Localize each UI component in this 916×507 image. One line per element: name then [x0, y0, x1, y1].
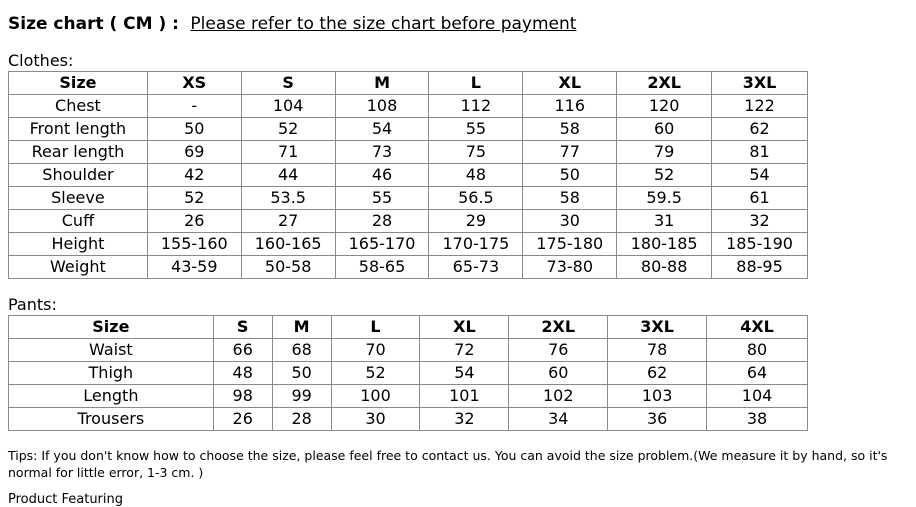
table-cell: 108 — [335, 95, 429, 118]
product-featuring-heading: Product Featuring — [8, 492, 124, 507]
table-cell: 46 — [335, 164, 429, 187]
column-header: Size — [9, 316, 214, 339]
table-cell: 175-180 — [523, 233, 617, 256]
table-cell: 120 — [617, 95, 712, 118]
row-label-cell: Front length — [9, 118, 148, 141]
tips-text: Tips: If you don't know how to choose the size, please feel free to contact us. You can avoid the size problem.(We measure it by hand, so it's normal for little error, 1-3 cm. ) — [8, 448, 888, 480]
table-cell: 53.5 — [241, 187, 335, 210]
table-cell: 155-160 — [147, 233, 241, 256]
row-label-cell: Chest — [9, 95, 148, 118]
clothes-section-label: Clothes: — [8, 51, 74, 70]
table-cell: 185-190 — [712, 233, 808, 256]
table-cell: 81 — [712, 141, 808, 164]
table-cell: 165-170 — [335, 233, 429, 256]
table-cell: 31 — [617, 210, 712, 233]
table-cell: 65-73 — [429, 256, 523, 279]
table-cell: 88-95 — [712, 256, 808, 279]
row-label-cell: Height — [9, 233, 148, 256]
table-row — [9, 164, 808, 187]
table-cell: 50 — [523, 164, 617, 187]
table-cell: 50 — [272, 362, 331, 385]
page-title: Size chart ( CM ) : — [8, 14, 179, 34]
table-cell: 70 — [331, 339, 420, 362]
table-cell: 38 — [707, 408, 808, 431]
table-cell: 43-59 — [147, 256, 241, 279]
table-cell: 54 — [335, 118, 429, 141]
column-header: XL — [523, 72, 617, 95]
table-cell: 112 — [429, 95, 523, 118]
table-cell: 60 — [509, 362, 608, 385]
table-cell: 48 — [213, 362, 272, 385]
table-header-row — [9, 72, 808, 95]
size-chart-header — [8, 14, 576, 34]
row-label-cell: Cuff — [9, 210, 148, 233]
table-cell: 71 — [241, 141, 335, 164]
table-row — [9, 408, 808, 431]
table-cell: 32 — [420, 408, 509, 431]
table-cell: 61 — [712, 187, 808, 210]
column-header: M — [335, 72, 429, 95]
column-header: XL — [420, 316, 509, 339]
table-row — [9, 95, 808, 118]
clothes-size-table — [8, 71, 808, 279]
table-row — [9, 362, 808, 385]
pants-size-table — [8, 315, 808, 431]
column-header: M — [272, 316, 331, 339]
table-cell: 52 — [241, 118, 335, 141]
row-label-cell: Thigh — [9, 362, 214, 385]
table-cell: 50-58 — [241, 256, 335, 279]
column-header: S — [213, 316, 272, 339]
table-cell: 100 — [331, 385, 420, 408]
table-row — [9, 118, 808, 141]
table-cell: 79 — [617, 141, 712, 164]
table-cell: 64 — [707, 362, 808, 385]
table-cell: 52 — [147, 187, 241, 210]
table-cell: 26 — [147, 210, 241, 233]
table-cell: 98 — [213, 385, 272, 408]
table-cell: 75 — [429, 141, 523, 164]
table-cell: 42 — [147, 164, 241, 187]
table-cell: 54 — [712, 164, 808, 187]
table-cell: 62 — [608, 362, 707, 385]
table-cell: 34 — [509, 408, 608, 431]
table-cell: 36 — [608, 408, 707, 431]
table-cell: 180-185 — [617, 233, 712, 256]
table-cell: 30 — [331, 408, 420, 431]
table-cell: 29 — [429, 210, 523, 233]
table-row — [9, 187, 808, 210]
table-cell: 62 — [712, 118, 808, 141]
table-cell: 116 — [523, 95, 617, 118]
column-header: Size — [9, 72, 148, 95]
row-label-cell: Shoulder — [9, 164, 148, 187]
table-cell: 102 — [509, 385, 608, 408]
table-cell: - — [147, 95, 241, 118]
table-cell: 55 — [335, 187, 429, 210]
table-cell: 68 — [272, 339, 331, 362]
table-cell: 69 — [147, 141, 241, 164]
row-label-cell: Rear length — [9, 141, 148, 164]
table-cell: 99 — [272, 385, 331, 408]
column-header: XS — [147, 72, 241, 95]
table-cell: 44 — [241, 164, 335, 187]
table-header-row — [9, 316, 808, 339]
table-cell: 101 — [420, 385, 509, 408]
row-label-cell: Sleeve — [9, 187, 148, 210]
table-cell: 78 — [608, 339, 707, 362]
row-label-cell: Trousers — [9, 408, 214, 431]
table-cell: 52 — [617, 164, 712, 187]
column-header: 3XL — [712, 72, 808, 95]
table-cell: 73-80 — [523, 256, 617, 279]
table-cell: 103 — [608, 385, 707, 408]
table-cell: 26 — [213, 408, 272, 431]
row-label-cell: Waist — [9, 339, 214, 362]
size-chart-note: Please refer to the size chart before payment — [190, 14, 577, 34]
table-cell: 30 — [523, 210, 617, 233]
table-cell: 170-175 — [429, 233, 523, 256]
table-row — [9, 141, 808, 164]
table-cell: 80 — [707, 339, 808, 362]
table-cell: 32 — [712, 210, 808, 233]
table-cell: 66 — [213, 339, 272, 362]
table-cell: 54 — [420, 362, 509, 385]
table-cell: 77 — [523, 141, 617, 164]
column-header: L — [429, 72, 523, 95]
table-row — [9, 210, 808, 233]
table-cell: 76 — [509, 339, 608, 362]
column-header: L — [331, 316, 420, 339]
table-row — [9, 339, 808, 362]
table-cell: 58 — [523, 118, 617, 141]
table-cell: 80-88 — [617, 256, 712, 279]
column-header: S — [241, 72, 335, 95]
table-cell: 50 — [147, 118, 241, 141]
row-label-cell: Weight — [9, 256, 148, 279]
table-cell: 104 — [707, 385, 808, 408]
table-cell: 160-165 — [241, 233, 335, 256]
column-header: 4XL — [707, 316, 808, 339]
table-cell: 48 — [429, 164, 523, 187]
table-cell: 56.5 — [429, 187, 523, 210]
column-header: 2XL — [617, 72, 712, 95]
table-cell: 52 — [331, 362, 420, 385]
table-row — [9, 385, 808, 408]
table-cell: 72 — [420, 339, 509, 362]
table-cell: 104 — [241, 95, 335, 118]
row-label-cell: Length — [9, 385, 214, 408]
column-header: 3XL — [608, 316, 707, 339]
table-cell: 28 — [272, 408, 331, 431]
table-cell: 27 — [241, 210, 335, 233]
table-cell: 122 — [712, 95, 808, 118]
table-cell: 59.5 — [617, 187, 712, 210]
table-cell: 58-65 — [335, 256, 429, 279]
table-cell: 73 — [335, 141, 429, 164]
table-row — [9, 233, 808, 256]
pants-section-label: Pants: — [8, 295, 57, 314]
table-cell: 58 — [523, 187, 617, 210]
table-cell: 60 — [617, 118, 712, 141]
column-header: 2XL — [509, 316, 608, 339]
table-row — [9, 256, 808, 279]
table-cell: 55 — [429, 118, 523, 141]
table-cell: 28 — [335, 210, 429, 233]
